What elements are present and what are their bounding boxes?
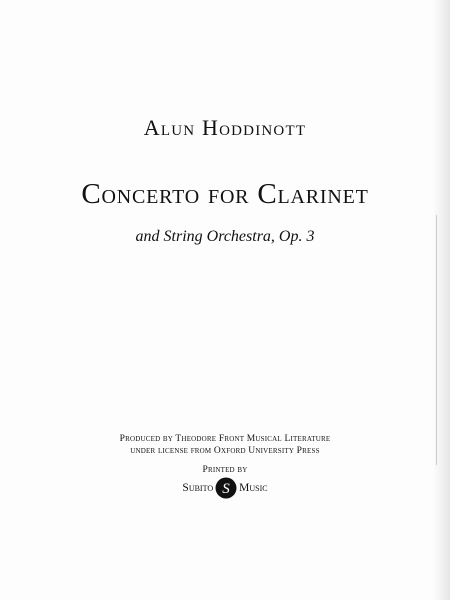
- subito-s-logo-icon: [215, 477, 237, 499]
- composer-name: Alun Hoddinott: [143, 115, 307, 140]
- publisher-word-right: Music: [239, 482, 268, 494]
- logo-letter: S: [222, 481, 230, 497]
- production-credits: [0, 433, 450, 457]
- credits-line-2: under license from Oxford University Press: [130, 446, 320, 456]
- credits-line-1: Produced by Theodore Front Musical Literature: [119, 434, 331, 444]
- scan-edge-line: [436, 215, 437, 465]
- printed-by-label: Printed by: [202, 465, 248, 475]
- scan-edge-shadow: [432, 0, 450, 600]
- work-subtitle: and String Orchestra, Op. 3: [135, 228, 315, 245]
- work-title: Concerto for Clarinet: [81, 178, 369, 210]
- publisher-word-left: Subito: [182, 482, 214, 494]
- publisher-imprint: [0, 476, 450, 500]
